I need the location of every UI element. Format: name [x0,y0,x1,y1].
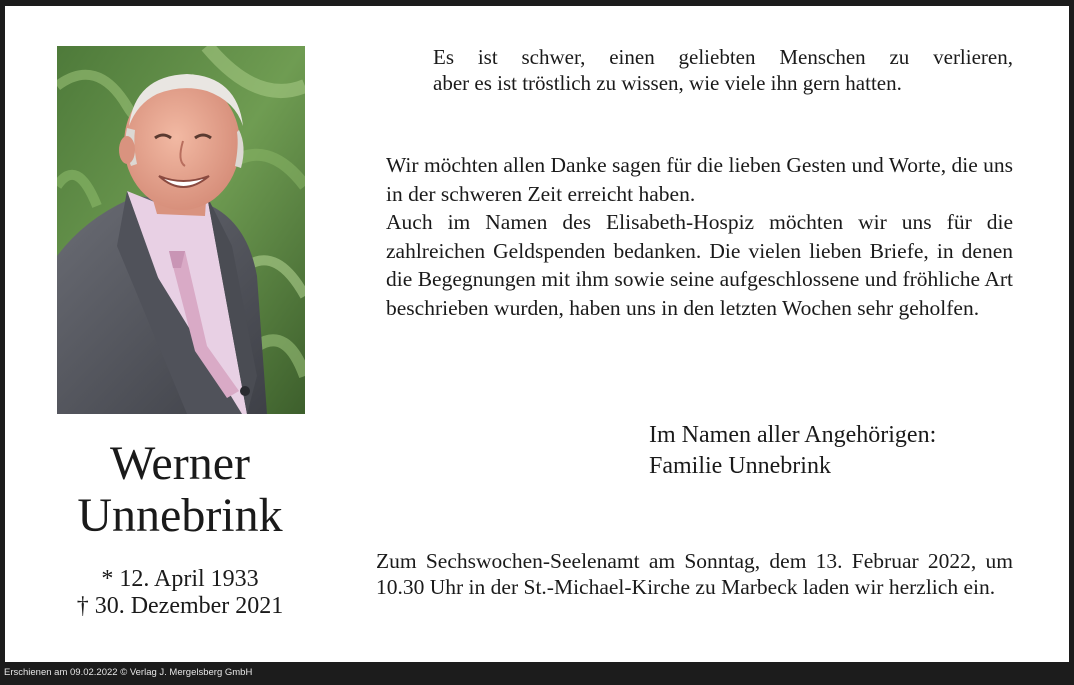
family-signoff [649,420,1049,482]
quote-line-2: aber es ist tröstlich zu wissen, wie viele ihn gern hatten. [433,71,902,95]
signoff-line-2: Familie Unnebrink [649,453,831,479]
last-name: Unnebrink [77,489,283,542]
signoff-line-1: Im Namen aller Angehörigen: [649,422,937,448]
portrait-illustration [57,46,305,414]
death-date: † 30. Dezember 2021 [76,593,284,619]
thank-you-text [386,151,1013,322]
deceased-name [35,438,325,542]
first-name: Werner [109,437,251,490]
thanks-paragraph-1: Wir möchten allen Danke sagen für die lieben Gesten und Worte, die uns in der schweren Zeit erreicht haben. [386,153,1013,206]
thanks-paragraph-2: Auch im Namen des Elisabeth-Hospiz möchten wir uns für die zahlreichen Geldspenden bedanken. Die vielen lieben Briefe, in denen die Begegnungen mit ihm sowie seine aufgeschlossene und fröhliche Art beschrieben wurden, haben uns in den letzten Wochen sehr geholfen. [386,210,1013,320]
publication-footer: Erschienen am 09.02.2022 © Verlag J. Mergelsberg GmbH [4,667,253,678]
life-dates [35,566,325,620]
obituary-card [5,6,1069,662]
memorial-quote [433,44,1013,96]
birth-date: * 12. April 1933 [101,566,259,592]
portrait-photo [57,46,305,414]
mass-notice: Zum Sechswochen-Seelenamt am Sonntag, dem 13. Februar 2022, um 10.30 Uhr in der St.-Michael-Kirche zu Marbeck laden wir herzlich ein. [376,549,1013,599]
quote-line-1: Es ist schwer, einen geliebten Menschen zu verlieren, [433,45,1013,69]
